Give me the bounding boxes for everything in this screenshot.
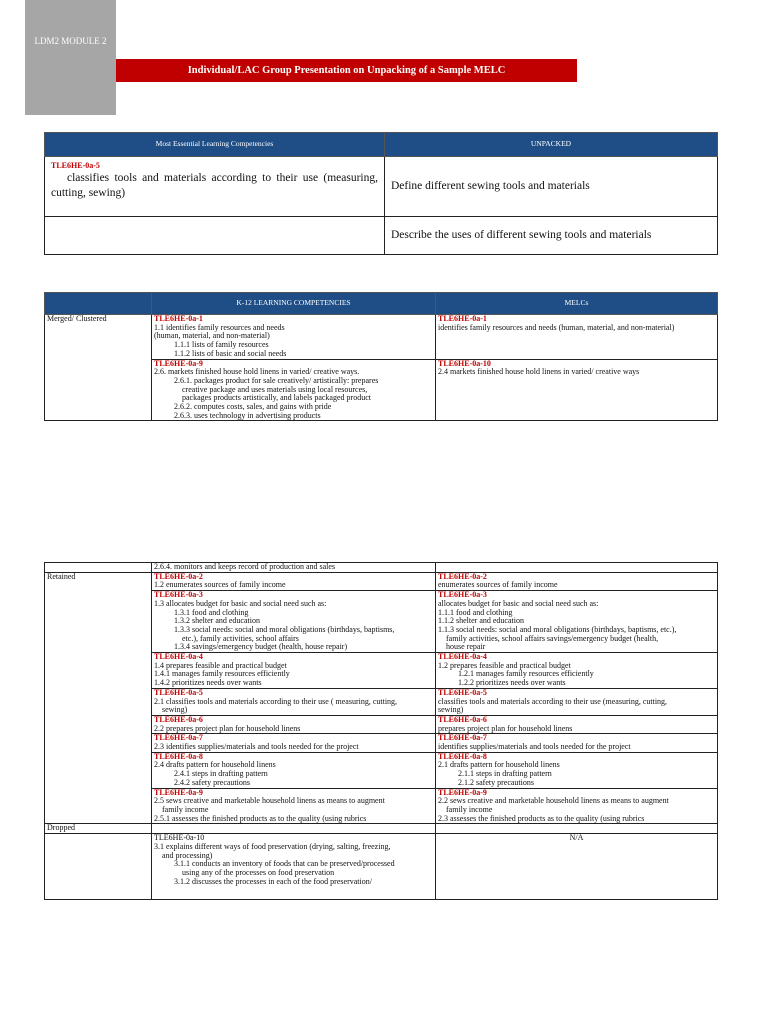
competency-line: 2.4.2 safety precautions	[174, 777, 250, 787]
competency-text: classifies tools and materials according to their use (measuring, cutting, sewing)	[51, 172, 378, 199]
competency-line: 2.6.2. computes costs, sales, and gains with pride	[174, 402, 332, 412]
competency-line: 2.2 prepares project plan for household linens	[154, 723, 301, 733]
header-melcs: MELCs	[436, 293, 718, 315]
unpacked-item: Describe the uses of different sewing tools and materials	[385, 217, 718, 255]
competency-line: 2.6.1. packages product for sale creatively/ artistically: prepares	[174, 375, 379, 385]
competency-table-retained-dropped	[44, 562, 718, 900]
k12-cell	[152, 715, 436, 733]
competency-line: 1.3.3 social needs: social and moral obligations (birthdays, baptisms,	[174, 624, 395, 634]
melc-cell	[436, 734, 718, 752]
competency-line: family income	[446, 804, 493, 814]
k12-cell	[152, 788, 436, 824]
competency-line: TLE6HE-0a-10	[154, 833, 205, 843]
competency-line: identifies family resources and needs (human, material, and non-material)	[438, 322, 675, 332]
competency-line: 3.1.1 conducts an inventory of foods that can be preserved/processed	[174, 859, 395, 869]
competency-line: using any of the processes on food preservation	[182, 867, 335, 877]
competency-line: 1.1 identifies family resources and needs	[154, 322, 285, 332]
melc-cell	[45, 157, 385, 217]
competency-line: and processing)	[162, 850, 213, 860]
k12-cell	[152, 359, 436, 421]
competency-code: TLE6HE-0a-6	[438, 714, 487, 724]
competency-line: family activities, school affairs savings/emergency budget (health,	[446, 633, 659, 643]
competency-line: (human, material, and non-material)	[154, 331, 270, 341]
competency-line: 2.1 classifies tools and materials according to their use ( measuring, cutting,	[154, 696, 398, 706]
competency-table-merged	[44, 292, 718, 421]
competency-line: 2.5 sews creative and marketable household linens as means to augment	[154, 796, 385, 806]
melc-cell	[436, 572, 718, 590]
category-dropped: Dropped	[45, 824, 152, 834]
module-label: LDM2 MODULE 2	[25, 0, 116, 115]
empty-cell	[436, 563, 718, 573]
competency-line: 2.4 markets finished house hold linens in varied/ creative ways	[438, 367, 640, 377]
competency-line: packages products artistically, and labels packaged product	[182, 393, 371, 403]
competency-line: 2.4 drafts pattern for household linens	[154, 760, 276, 770]
competency-line: 1.2.1 manages family resources efficiently	[458, 669, 594, 679]
competency-line: creative package and uses materials using local resources,	[182, 384, 368, 394]
banner-title: Individual/LAC Group Presentation on Unpacking of a Sample MELC	[116, 59, 577, 82]
k12-cell	[152, 734, 436, 752]
competency-line: 2.1.1 steps in drafting pattern	[458, 769, 552, 779]
unpacked-item: Define different sewing tools and materials	[385, 157, 718, 217]
competency-line: 1.2.2 prioritizes needs over wants	[458, 678, 566, 688]
competency-line: 1.4.2 prioritizes needs over wants	[154, 678, 262, 688]
competency-code: TLE6HE-0a-4	[438, 652, 487, 662]
competency-line: 1.1.2 shelter and education	[438, 616, 524, 626]
melc-cell	[436, 653, 718, 689]
competency-line: 2.6. markets finished house hold linens in varied/ creative ways.	[154, 367, 360, 377]
competency-line: 1.1.3 social needs: social and moral obligations (birthdays, baptisms, etc.),	[438, 624, 677, 634]
competency-line: 1.3.2 shelter and education	[174, 616, 260, 626]
category-merged: Merged/ Clustered	[45, 315, 152, 421]
competency-line: allocates budget for basic and social need such as:	[438, 598, 599, 608]
competency-code: TLE6HE-0a-7	[438, 733, 487, 743]
competency-line: 2.6.3. uses technology in advertising products	[174, 410, 321, 420]
header-melc: Most Essential Learning Competencies	[45, 133, 385, 157]
melc-cell	[436, 359, 718, 421]
competency-line: etc.), family activities, school affairs	[182, 633, 299, 643]
competency-code: TLE6HE-0a-1	[438, 314, 487, 323]
header-k12: K-12 LEARNING COMPETENCIES	[152, 293, 436, 315]
melc-cell	[436, 688, 718, 715]
competency-line: sewing)	[438, 705, 464, 715]
competency-line: 1.1.2 lists of basic and social needs	[174, 348, 287, 358]
unpacking-table	[44, 132, 718, 255]
melc-cell	[436, 591, 718, 653]
k12-cell	[152, 653, 436, 689]
competency-line: 2.2 sews creative and marketable household linens as means to augment	[438, 796, 669, 806]
empty-cell	[45, 563, 152, 573]
competency-line: sewing)	[162, 705, 188, 715]
competency-line: 2.4.1 steps in drafting pattern	[174, 769, 268, 779]
k12-cell: 2.6.4. monitors and keeps record of production and sales	[152, 563, 436, 573]
competency-line: 1.3.1 food and clothing	[174, 607, 249, 617]
melc-cell	[436, 715, 718, 733]
competency-code: TLE6HE-0a-3	[154, 590, 203, 600]
competency-line: 2.1.2 safety precautions	[458, 777, 534, 787]
melc-cell: N/A	[436, 834, 718, 900]
competency-code: TLE6HE-0a-5	[154, 687, 203, 697]
competency-line: 1.2 enumerates sources of family income	[154, 580, 286, 590]
competency-code: TLE6HE-0a-2	[438, 571, 487, 581]
competency-code: TLE6HE-0a-4	[154, 652, 203, 662]
competency-code: TLE6HE-0a-8	[154, 751, 203, 761]
header-category	[45, 293, 152, 315]
competency-code: TLE6HE-0a-1	[154, 314, 203, 323]
competency-code: TLE6HE-0a-6	[154, 714, 203, 724]
competency-code: TLE6HE-0a-5	[51, 161, 100, 170]
competency-code: TLE6HE-0a-10	[438, 358, 491, 368]
competency-line: enumerates sources of family income	[438, 580, 558, 590]
melc-cell	[436, 315, 718, 360]
competency-line: 3.1.2 discusses the processes in each of the food preservation/	[174, 876, 372, 886]
k12-cell	[152, 834, 436, 900]
competency-line: classifies tools and materials according to their use (measuring, cutting,	[438, 696, 668, 706]
competency-line: 2.3 assesses the finished products as to the quality (using rubrics	[438, 813, 645, 823]
empty-cell	[45, 217, 385, 255]
competency-line: 1.4.1 manages family resources efficiently	[154, 669, 290, 679]
melc-cell	[436, 752, 718, 788]
competency-line: 1.2 prepares feasible and practical budget	[438, 660, 571, 670]
competency-line: 2.1 drafts pattern for household linens	[438, 760, 560, 770]
competency-line: identifies supplies/materials and tools needed for the project	[438, 742, 631, 752]
competency-line: 3.1 explains different ways of food preservation (drying, salting, freezing,	[154, 841, 391, 851]
competency-code: TLE6HE-0a-2	[154, 571, 203, 581]
empty-cell	[45, 834, 152, 900]
competency-line: 1.1.1 food and clothing	[438, 607, 513, 617]
k12-cell	[152, 315, 436, 360]
header-unpacked: UNPACKED	[385, 133, 718, 157]
competency-line: prepares project plan for household linens	[438, 723, 573, 733]
competency-code: TLE6HE-0a-9	[154, 787, 203, 797]
competency-line: 1.4 prepares feasible and practical budget	[154, 660, 287, 670]
competency-code: TLE6HE-0a-9	[154, 358, 203, 368]
k12-cell	[152, 591, 436, 653]
competency-code: TLE6HE-0a-8	[438, 751, 487, 761]
competency-line: 2.3 identifies supplies/materials and tools needed for the project	[154, 742, 359, 752]
competency-code: TLE6HE-0a-3	[438, 590, 487, 600]
melc-cell	[436, 788, 718, 824]
competency-line: 1.3 allocates budget for basic and social need such as:	[154, 598, 327, 608]
k12-cell	[152, 752, 436, 788]
k12-cell	[152, 688, 436, 715]
competency-line: family income	[162, 804, 209, 814]
competency-line: 1.1.1 lists of family resources	[174, 340, 269, 350]
competency-line: house repair	[446, 642, 486, 652]
competency-code: TLE6HE-0a-5	[438, 687, 487, 697]
competency-code: TLE6HE-0a-9	[438, 787, 487, 797]
k12-cell	[152, 572, 436, 590]
category-retained: Retained	[45, 572, 152, 824]
competency-code: TLE6HE-0a-7	[154, 733, 203, 743]
competency-line: 1.3.4 savings/emergency budget (health, house repair)	[174, 642, 348, 652]
competency-line: 2.5.1 assesses the finished products as to the quality (using rubrics	[154, 813, 367, 823]
